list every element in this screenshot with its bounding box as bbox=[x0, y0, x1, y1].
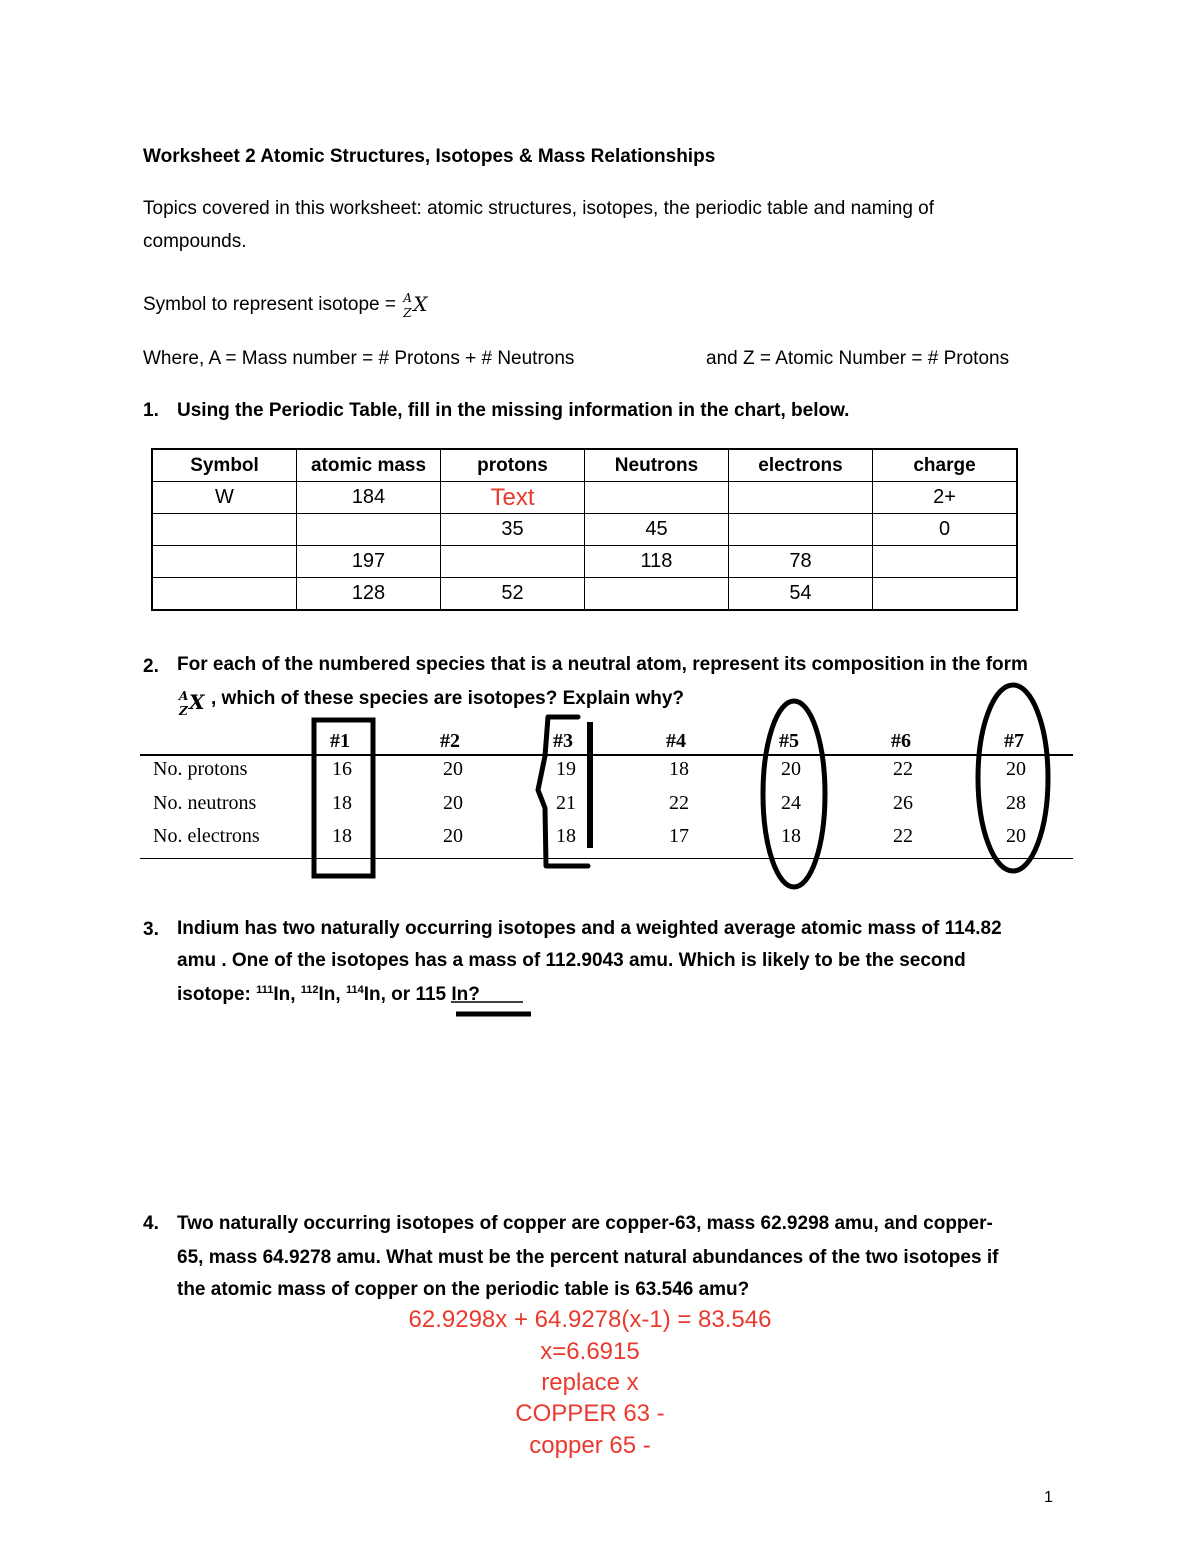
q1-header-protons: protons bbox=[441, 449, 585, 482]
q1-header-charge: charge bbox=[873, 449, 1018, 482]
question-3-line-1: Indium has two naturally occurring isotopes and a weighted average atomic mass of 114.82 bbox=[177, 918, 1002, 939]
table-cell: 16 bbox=[332, 758, 352, 780]
table-cell: 22 bbox=[669, 792, 689, 814]
annotation-solution: x=6.6915 bbox=[540, 1338, 640, 1365]
table-cell[interactable]: 52 bbox=[441, 578, 585, 611]
question-2-line-1: For each of the numbered species that is a neutral atom, represent its composition in the form bbox=[177, 654, 1028, 675]
species-header-7: #7 bbox=[1004, 730, 1024, 752]
species-header-1: #1 bbox=[330, 730, 350, 752]
oval-around-species-7 bbox=[978, 685, 1048, 871]
q1-header-neutrons: Neutrons bbox=[585, 449, 729, 482]
table-cell: 18 bbox=[781, 825, 801, 847]
question-4-line-3: the atomic mass of copper on the periodic table is 63.546 amu? bbox=[177, 1279, 750, 1300]
question-2-line-2-text: , which of these species are isotopes? Explain why? bbox=[211, 688, 685, 709]
table-cell[interactable]: 0 bbox=[873, 514, 1018, 546]
table-cell[interactable]: 2+ bbox=[873, 482, 1018, 514]
table-cell: 19 bbox=[556, 758, 576, 780]
worksheet-title: Worksheet 2 Atomic Structures, Isotopes & Mass Relationships bbox=[143, 146, 716, 167]
indium-option: In, bbox=[318, 984, 346, 1005]
question-4-number: 4. bbox=[143, 1213, 159, 1234]
table-cell[interactable]: 118 bbox=[585, 546, 729, 578]
mass-superscript: 114 bbox=[345, 984, 364, 996]
row-label-protons: No. protons bbox=[153, 758, 248, 780]
isotope-notation: A Z X bbox=[179, 689, 205, 718]
table-cell: 26 bbox=[893, 792, 913, 814]
table-cell: 22 bbox=[893, 825, 913, 847]
table-cell[interactable]: 184 bbox=[297, 482, 441, 514]
table-cell: 21 bbox=[556, 792, 576, 814]
topics-line-1: Topics covered in this worksheet: atomic structures, isotopes, the periodic table and naming of bbox=[143, 198, 935, 219]
indium-option: In, bbox=[273, 984, 301, 1005]
table-cell[interactable]: 128 bbox=[297, 578, 441, 611]
q1-header-symbol: Symbol bbox=[152, 449, 297, 482]
mass-superscript: 111 bbox=[256, 984, 274, 996]
table-cell: 22 bbox=[893, 758, 913, 780]
row-label-neutrons: No. neutrons bbox=[153, 792, 257, 814]
question-4-line-1: Two naturally occurring isotopes of copper are copper-63, mass 62.9298 amu, and copper- bbox=[177, 1213, 993, 1234]
where-definition-left: Where, A = Mass number = # Protons + # Neutrons bbox=[143, 348, 575, 369]
where-definition-right: and Z = Atomic Number = # Protons bbox=[706, 348, 1010, 369]
page-number: 1 bbox=[1044, 1489, 1053, 1506]
box-around-species-1 bbox=[314, 720, 373, 876]
table-cell[interactable]: W bbox=[152, 482, 297, 514]
topics-line-2: compounds. bbox=[143, 231, 247, 252]
species-header-6: #6 bbox=[891, 730, 911, 752]
isotope-notation: A Z X bbox=[403, 291, 428, 320]
species-header-2: #2 bbox=[440, 730, 460, 752]
table-cell[interactable]: 78 bbox=[729, 546, 873, 578]
table-cell: 24 bbox=[781, 792, 801, 814]
table-cell: 20 bbox=[443, 758, 463, 780]
table-cell: 28 bbox=[1006, 792, 1026, 814]
table-cell: 20 bbox=[443, 792, 463, 814]
species-header-5: #5 bbox=[779, 730, 799, 752]
table-cell: 18 bbox=[669, 758, 689, 780]
bracket-around-species-3 bbox=[538, 717, 588, 866]
species-header-3: #3 bbox=[553, 730, 573, 752]
table-cell: 17 bbox=[669, 825, 689, 847]
species-header-4: #4 bbox=[666, 730, 686, 752]
table-cell[interactable]: 45 bbox=[585, 514, 729, 546]
annotation-equation: 62.9298x + 64.9278(x-1) = 83.546 bbox=[408, 1306, 772, 1333]
table-cell-annotation[interactable]: Text bbox=[441, 482, 585, 514]
question-1-number: 1. bbox=[143, 400, 159, 421]
oval-around-species-5 bbox=[763, 701, 825, 887]
table-cell: 20 bbox=[1006, 758, 1026, 780]
question-3-number: 3. bbox=[143, 919, 159, 940]
q1-header-electrons: electrons bbox=[729, 449, 873, 482]
table-cell: 18 bbox=[556, 825, 576, 847]
question-3-line-2: amu . One of the isotopes has a mass of 112.9043 amu. Which is likely to be the second bbox=[177, 950, 966, 971]
table-cell: 20 bbox=[443, 825, 463, 847]
table-cell[interactable]: 197 bbox=[297, 546, 441, 578]
row-label-electrons: No. electrons bbox=[153, 825, 260, 847]
q1-header-atomic-mass: atomic mass bbox=[297, 449, 441, 482]
table-cell[interactable]: 54 bbox=[729, 578, 873, 611]
indium-option-underlined: 115 In? bbox=[415, 984, 480, 1005]
table-cell[interactable]: 35 bbox=[441, 514, 585, 546]
table-cell: 18 bbox=[332, 825, 352, 847]
annotation-replace: replace x bbox=[541, 1369, 639, 1396]
table-cell: 18 bbox=[332, 792, 352, 814]
question-3-line-3 bbox=[177, 979, 1077, 1011]
table-cell: 20 bbox=[1006, 825, 1026, 847]
question-1-text: Using the Periodic Table, fill in the missing information in the chart, below. bbox=[177, 400, 850, 421]
table-cell: 20 bbox=[781, 758, 801, 780]
isotope-label: isotope: bbox=[177, 984, 257, 1005]
question-2-number: 2. bbox=[143, 656, 159, 677]
annotation-copper-63: COPPER 63 - bbox=[515, 1400, 665, 1427]
isotope-symbol-label: Symbol to represent isotope = bbox=[143, 294, 402, 315]
mass-superscript: 112 bbox=[300, 984, 319, 996]
annotation-copper-65: copper 65 - bbox=[529, 1432, 651, 1459]
question-4-line-2: 65, mass 64.9278 amu. What must be the percent natural abundances of the two isotopes if bbox=[177, 1247, 999, 1268]
indium-option: In, or bbox=[363, 984, 416, 1005]
